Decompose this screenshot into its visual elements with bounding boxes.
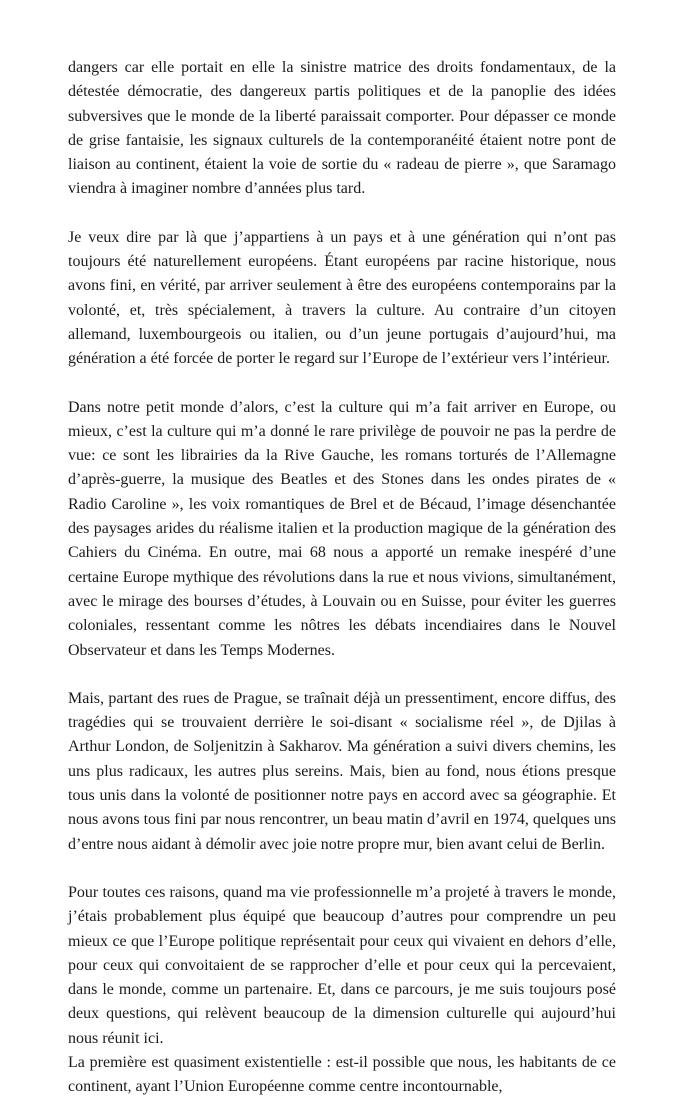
paragraph-1: dangers car elle portait en elle la sinistre matrice des droits fondamentaux, de la détestée démocratie, des dangereux partis politiques et de la panoplie des idées subversives que le monde de la liberté paraissait comporter. Pour dépasser ce monde de grise fantaisie, les signaux culturels de la contemporanéité étaient notre pont de liaison au continent, étaient la voie de sortie du « radeau de pierre », que Saramago viendra à imaginer nombre d’années plus tard.	[68, 59, 616, 198]
paragraph-2: Je veux dire par là que j’appartiens à un pays et à une génération qui n’ont pas toujours été naturellement européens. Étant européens par racine historique, nous avons fini, en vérité, par arriver seulement à être des européens contemporains par la volonté, et, très spécialement, à travers la culture. Au contraire d’un citoyen allemand, luxembourgeois ou italien, ou d’un jeune portugais d’aujourd’hui, ma génération a été forcée de porter le regard sur l’Europe de l’extérieur vers l’intérieur.	[68, 228, 616, 368]
paragraph-6: La première est quasiment existentielle : est-il possible que nous, les habitants de ce continent, ayant l’Union Européenne comme centre incontournable,	[68, 1053, 616, 1096]
paragraph-4: Mais, partant des rues de Prague, se traînait déjà un pressentiment, encore diffus, des tragédies qui se trouvaient derrière le soi-disant « socialisme réel », de Djilas à Arthur London, de Soljenitzin à Sakharov. Ma génération a suivi divers chemins, les uns plus radicaux, les autres plus sereins. Mais, bien au fond, nous étions presque tous unis dans la volonté de positionner notre pays en accord avec sa géographie. Et nous avons tous fini par nous rencontrer, un beau matin d’avril en 1974, quelques uns d’entre nous aidant à démolir avec joie notre propre mur, bien avant celui de Berlin.	[68, 689, 616, 853]
paragraph-3: Dans notre petit monde d’alors, c’est la culture qui m’a fait arriver en Europe, ou mieux, c’est la culture qui m’a donné le rare privilège de pouvoir ne pas la perdre de vue: ce sont les librairies da la Rive Gauche, les romans torturés de l’Allemagne d’après-guerre, la musique des Beatles et des Stones dans les ondes pirates de « Radio Caroline », les voix romantiques de Brel et de Bécaud, l’image désenchantée des paysages arides du réalisme italien et la production magique de la génération des Cahiers du Cinéma. En outre, mai 68 nous a apporté un remake inespéré d’une certaine Europe mythique des révolutions dans la rue et nous vivions, simultanément, avec le mirage des bourses d’études, à Louvain ou en Suisse, pour éviter les guerres coloniales, ressentant comme les nôtres les débats incendiaires dans le Nouvel Observateur et dans les Temps Modernes.	[68, 398, 616, 659]
document-page	[68, 56, 616, 1100]
paragraph-5: Pour toutes ces raisons, quand ma vie professionnelle m’a projeté à travers le monde, j’étais probablement plus équipé que beaucoup d’autres pour comprendre un peu mieux ce que l’Europe politique représentait pour ceux qui vivaient en dehors d’elle, pour ceux qui convoitaient de se rapprocher d’elle et pour ceux qui la percevaient, dans le monde, comme un partenaire. Et, dans ce parcours, je me suis toujours posé deux questions, qui relèvent beaucoup de la dimension culturelle qui aujourd’hui nous réunit ici.	[68, 883, 616, 1047]
